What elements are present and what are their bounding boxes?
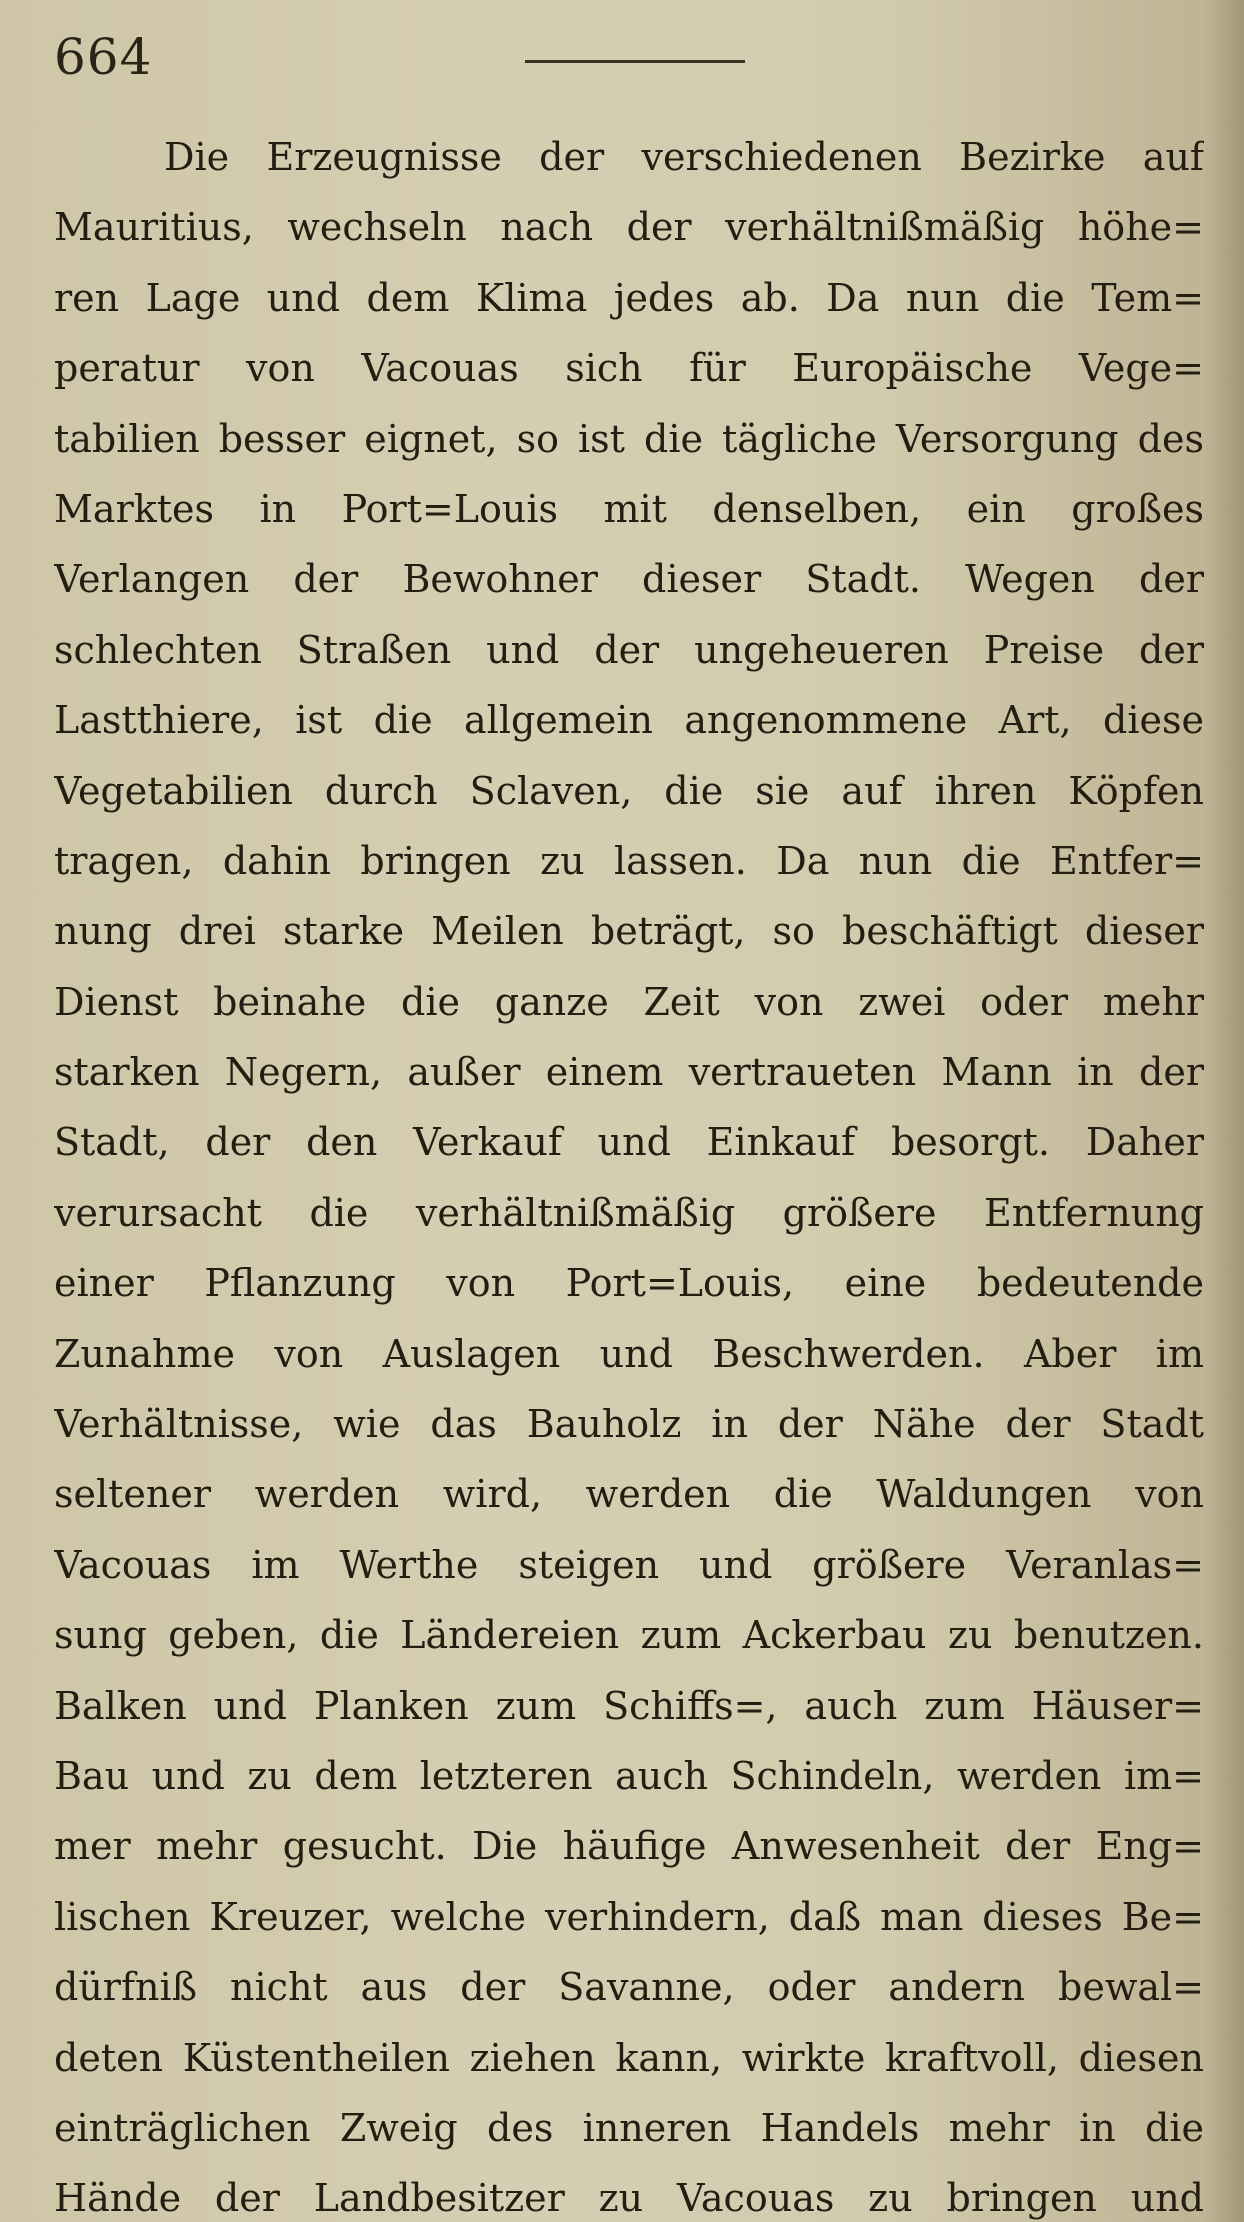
text-line: starken Negern, außer einem vertraueten Mann in der: [54, 1050, 1204, 1095]
text-line: mer mehr gesucht. Die häufige Anwesenheit der Eng=: [54, 1824, 1204, 1869]
text-line: einer Pflanzung von Port=Louis, eine bedeutende: [54, 1261, 1204, 1306]
text-line: Zunahme von Auslagen und Beschwerden. Aber im: [54, 1331, 1204, 1376]
text-line: Verlangen der Bewohner dieser Stadt. Wegen der: [54, 557, 1204, 602]
text-line: einträglichen Zweig des inneren Handels mehr in die: [54, 2105, 1204, 2150]
text-line: peratur von Vacouas sich für Europäische Vege=: [54, 346, 1204, 391]
text-line: Stadt, der den Verkauf und Einkauf besorgt. Daher: [54, 1120, 1204, 1165]
text-line: schlechten Straßen und der ungeheueren Preise der: [54, 627, 1204, 672]
text-line: Marktes in Port=Louis mit denselben, ein großes: [54, 486, 1204, 531]
text-line: dürfniß nicht aus der Savanne, oder andern bewal=: [54, 1965, 1204, 2010]
text-line: Vegetabilien durch Sclaven, die sie auf ihren Köpfen: [54, 768, 1204, 813]
text-line: sung geben, die Ländereien zum Ackerbau zu benutzen.: [54, 1613, 1204, 1658]
text-line: Vacouas im Werthe steigen und größere Veranlas=: [54, 1542, 1204, 1587]
text-line: tragen, dahin bringen zu lassen. Da nun die Entfer=: [54, 838, 1204, 883]
page-number: 664: [54, 28, 153, 86]
text-line: ren Lage und dem Klima jedes ab. Da nun die Tem=: [54, 275, 1204, 320]
text-line: verursacht die verhältnißmäßig größere Entfernung: [54, 1190, 1204, 1235]
text-line: Mauritius, wechseln nach der verhältnißmäßig höhe=: [54, 205, 1204, 250]
text-line: seltener werden wird, werden die Waldungen von: [54, 1472, 1204, 1517]
text-line: Dienst beinahe die ganze Zeit von zwei oder mehr: [54, 979, 1204, 1024]
text-line: Die Erzeugnisse der verschiedenen Bezirke auf: [164, 135, 1204, 179]
text-line: Lastthiere, ist die allgemein angenommene Art, diese: [54, 698, 1204, 743]
text-line: nung drei starke Meilen beträgt, so beschäftigt dieser: [54, 909, 1204, 954]
text-line: lischen Kreuzer, welche verhindern, daß man dieses Be=: [54, 1894, 1204, 1939]
text-line: Hände der Landbesitzer zu Vacouas zu bringen und: [54, 2176, 1204, 2221]
text-line: Balken und Planken zum Schiffs=, auch zum Häuser=: [54, 1683, 1204, 1728]
text-line: Bau und zu dem letzteren auch Schindeln, werden im=: [54, 1753, 1204, 1798]
header-rule: [525, 60, 745, 63]
text-line: tabilien besser eignet, so ist die tägliche Versorgung des: [54, 416, 1204, 461]
body-text: [54, 122, 1204, 2222]
text-line: Verhältnisse, wie das Bauholz in der Nähe der Stadt: [54, 1402, 1204, 1447]
text-line: deten Küstentheilen ziehen kann, wirkte kraftvoll, diesen: [54, 2035, 1204, 2080]
